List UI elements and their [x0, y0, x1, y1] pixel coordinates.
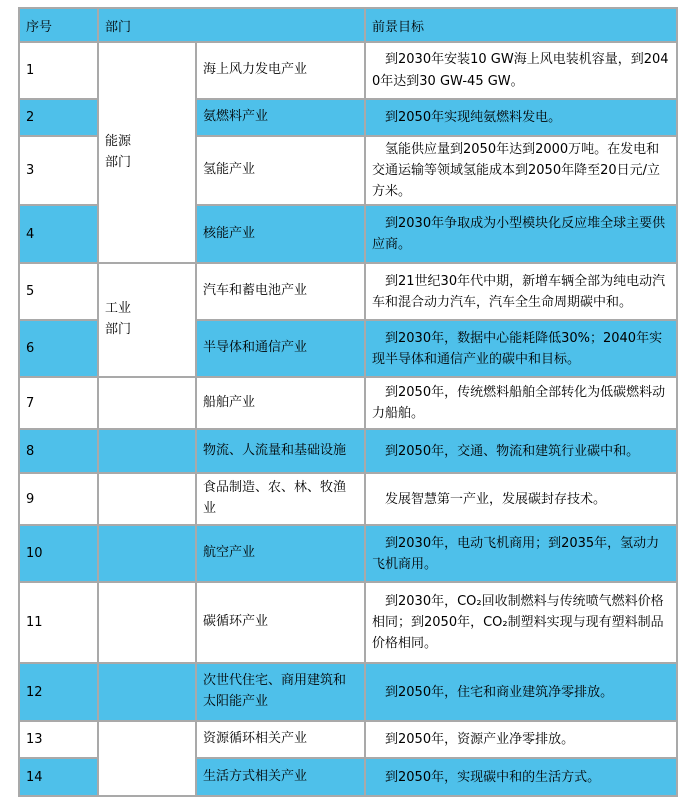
department-cell-empty	[98, 663, 196, 721]
industry-cell: 生活方式相关产业	[196, 758, 365, 796]
goal-cell	[365, 377, 677, 429]
industry-cell: 汽车和蓄电池产业	[196, 263, 365, 320]
header-dept: 部门	[98, 8, 365, 42]
row-number-cell: 13	[19, 721, 98, 758]
industry-cell: 资源循环相关产业	[196, 721, 365, 758]
carbon-neutral-goals-table	[18, 7, 678, 797]
row-number-cell: 14	[19, 758, 98, 796]
goal-cell	[365, 263, 677, 320]
department-cell-empty	[98, 377, 196, 429]
goal-text: 到2030年安装10 GW海上风电装机容量，到2040年达到30 GW-45 GW。	[372, 52, 669, 89]
goal-cell	[365, 320, 677, 377]
industry-cell: 食品制造、农、林、牧渔业	[196, 473, 365, 525]
goal-cell	[365, 429, 677, 473]
department-cell-empty	[98, 525, 196, 582]
row-number-cell: 2	[19, 99, 98, 136]
goal-cell	[365, 663, 677, 721]
industry-cell: 航空产业	[196, 525, 365, 582]
industry-cell: 船舶产业	[196, 377, 365, 429]
industry-cell: 半导体和通信产业	[196, 320, 365, 377]
goal-text: 发展智慧第一产业，发展碳封存技术。	[385, 491, 607, 507]
goal-cell	[365, 42, 677, 99]
table-row	[19, 263, 677, 320]
row-number-cell: 10	[19, 525, 98, 582]
department-cell-empty	[98, 721, 196, 796]
table-row	[19, 721, 677, 758]
industry-cell: 物流、人流量和基础设施	[196, 429, 365, 473]
department-cell-empty	[98, 429, 196, 473]
table-row	[19, 377, 677, 429]
department-cell-energy	[98, 42, 196, 263]
department-label: 能源部门	[105, 133, 132, 170]
industry-cell: 碳循环产业	[196, 582, 365, 663]
row-number-cell: 12	[19, 663, 98, 721]
goal-cell	[365, 99, 677, 136]
table-row	[19, 525, 677, 582]
goal-text: 到21世纪30年代中期，新增车辆全部为纯电动汽车和混合动力汽车，汽车全生命周期碳中和。	[372, 273, 666, 310]
row-number-cell: 9	[19, 473, 98, 525]
row-number-cell: 6	[19, 320, 98, 377]
goal-text: 到2050年，交通、物流和建筑行业碳中和。	[385, 443, 640, 459]
department-cell-empty	[98, 582, 196, 663]
goal-text: 到2050年，资源产业净零排放。	[385, 732, 575, 748]
table-row	[19, 582, 677, 663]
industry-cell: 次世代住宅、商用建筑和太阳能产业	[196, 663, 365, 721]
department-cell-empty	[98, 473, 196, 525]
row-number-cell: 7	[19, 377, 98, 429]
industry-cell: 氨燃料产业	[196, 99, 365, 136]
table-row	[19, 429, 677, 473]
header-goal: 前景目标	[365, 8, 677, 42]
goal-cell	[365, 758, 677, 796]
row-number-cell: 4	[19, 205, 98, 263]
industry-cell: 海上风力发电产业	[196, 42, 365, 99]
industry-cell: 氢能产业	[196, 136, 365, 205]
goal-cell	[365, 205, 677, 263]
goal-text: 到2050年，实现碳中和的生活方式。	[385, 769, 601, 785]
goal-cell	[365, 136, 677, 205]
goal-text: 氢能供应量到2050年达到2000万吨。在发电和交通运输等领域氢能成本到2050年降至20日元/立方米。	[372, 142, 661, 200]
goal-text: 到2050年实现纯氨燃料发电。	[385, 109, 562, 125]
industry-cell: 核能产业	[196, 205, 365, 263]
department-label: 工业部门	[105, 301, 132, 338]
table-row	[19, 42, 677, 99]
goal-cell	[365, 582, 677, 663]
goal-text: 到2030年，电动飞机商用；到2035年，氢动力飞机商用。	[372, 535, 660, 572]
header-no: 序号	[19, 8, 98, 42]
table-row	[19, 473, 677, 525]
goal-text: 到2030年争取成为小型模块化反应堆全球主要供应商。	[372, 216, 666, 253]
table-row	[19, 663, 677, 721]
table-header-row	[19, 8, 677, 42]
goal-text: 到2050年，传统燃料船舶全部转化为低碳燃料动力船舶。	[372, 385, 666, 422]
goal-text: 到2050年，住宅和商业建筑净零排放。	[385, 684, 614, 700]
department-cell-industry	[98, 263, 196, 377]
row-number-cell: 3	[19, 136, 98, 205]
goal-cell	[365, 721, 677, 758]
goal-text: 到2030年，数据中心能耗降低30%；2040年实现半导体和通信产业的碳中和目标。	[372, 330, 663, 367]
goal-cell	[365, 525, 677, 582]
goal-cell	[365, 473, 677, 525]
row-number-cell: 1	[19, 42, 98, 99]
row-number-cell: 11	[19, 582, 98, 663]
row-number-cell: 5	[19, 263, 98, 320]
row-number-cell: 8	[19, 429, 98, 473]
goal-text: 到2030年，CO₂回收制燃料与传统喷气燃料价格相同；到2050年，CO₂制塑料实现与现有塑料制品价格相同。	[372, 594, 664, 652]
